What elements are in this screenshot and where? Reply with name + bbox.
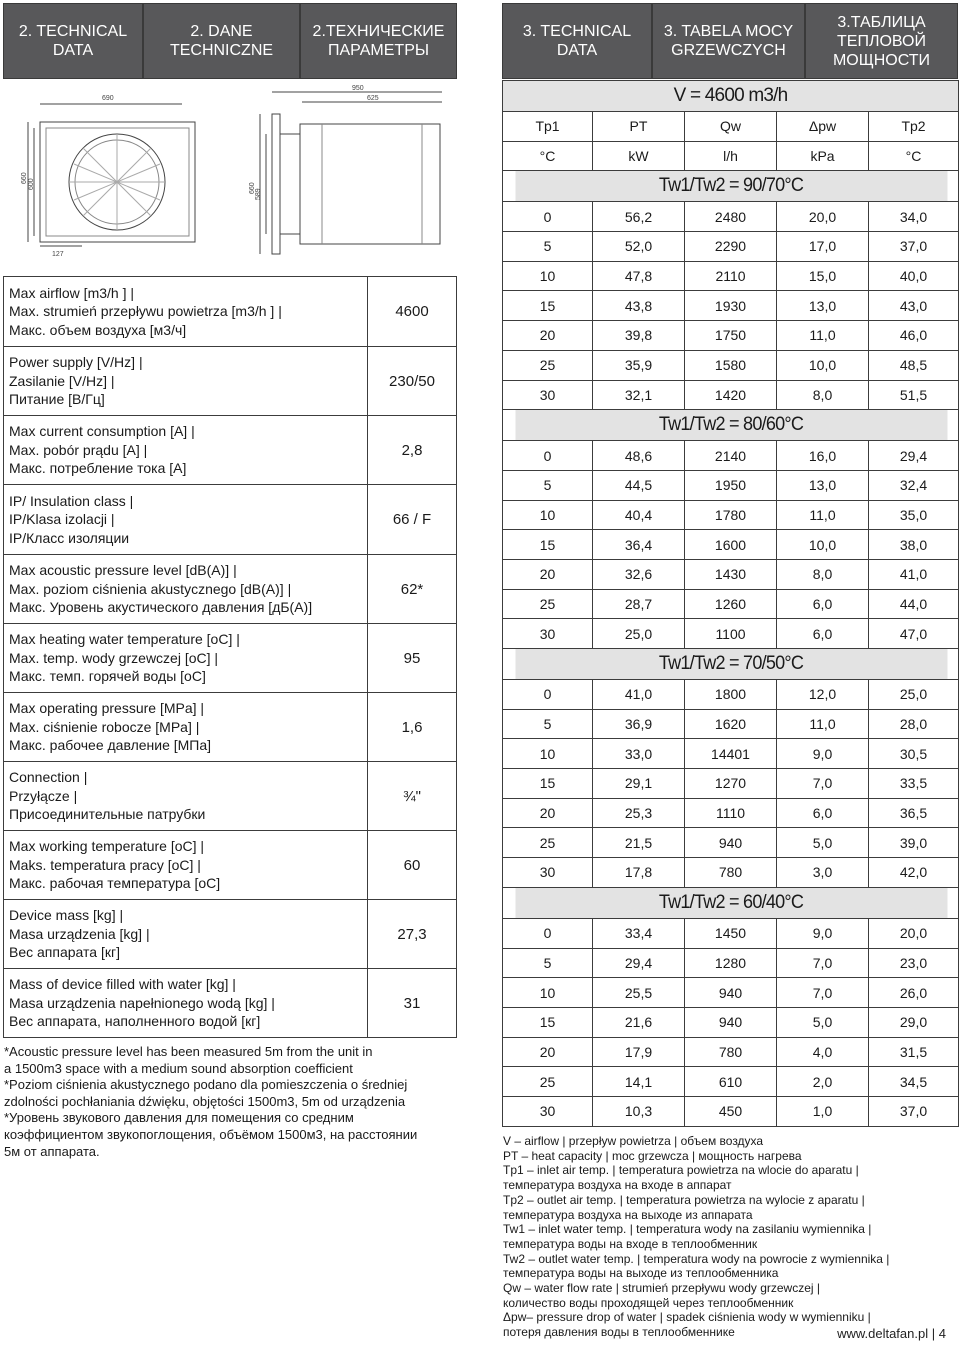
table-cell: 450	[685, 1096, 777, 1126]
table-cell: 5,0	[777, 828, 869, 858]
table-cell: 37,0	[869, 1096, 959, 1126]
table-cell: 44,0	[869, 589, 959, 619]
spec-row	[4, 277, 457, 347]
spec-row	[4, 624, 457, 693]
table-cell: 36,5	[869, 798, 959, 828]
technical-drawing	[22, 84, 452, 260]
table-cell: 10	[503, 978, 593, 1008]
table-cell: 25	[503, 589, 593, 619]
table-cell: 26,0	[869, 978, 959, 1008]
table-cell: 14401	[685, 739, 777, 769]
table-cell: 780	[685, 858, 777, 888]
table-cell: 15	[503, 769, 593, 799]
table-cell: 5,0	[777, 1007, 869, 1037]
table-cell: 10,0	[777, 530, 869, 560]
table-cell: 9,0	[777, 918, 869, 948]
table-cell: 40,0	[869, 261, 959, 291]
table-row	[503, 948, 959, 978]
spec-label: Max working temperature [oC] | Maks. temperatura pracy [oC] | Макс. рабочая температура [oC]	[4, 831, 368, 900]
table-cell: 780	[685, 1037, 777, 1067]
col-header-dpw: Δpw	[777, 112, 869, 142]
table-row	[503, 261, 959, 291]
table-row	[503, 500, 959, 530]
spec-label: Mass of device filled with water [kg] | Masa urządzenia napełnionego wodą [kg] | Вес аппарата, наполненного водой [кг]	[4, 969, 368, 1038]
dim-600: 600	[28, 178, 35, 190]
table-cell: 52,0	[593, 232, 685, 262]
table-cell: 5	[503, 470, 593, 500]
table-cell: 39,8	[593, 321, 685, 351]
table-row	[503, 470, 959, 500]
table-cell: 12,0	[777, 680, 869, 710]
table-cell: 34,5	[869, 1067, 959, 1097]
table-cell: 33,0	[593, 739, 685, 769]
table-cell: 30,5	[869, 739, 959, 769]
table-cell: 10	[503, 261, 593, 291]
header-heat-table-pl: 3. TABELA MOCY GRZEWCZYCH	[652, 3, 805, 79]
table-cell: 35,9	[593, 350, 685, 380]
table-cell: 10,3	[593, 1096, 685, 1126]
table-row	[503, 1096, 959, 1126]
footer-separator: |	[931, 1326, 936, 1341]
table-cell: 4,0	[777, 1037, 869, 1067]
spec-value: ¾"	[368, 762, 457, 831]
table-cell: 30	[503, 858, 593, 888]
table-cell: 17,0	[777, 232, 869, 262]
dim-625: 625	[367, 95, 379, 102]
table-cell: 36,9	[593, 709, 685, 739]
table-cell: 33,5	[869, 769, 959, 799]
table-cell: 11,0	[777, 500, 869, 530]
spec-value: 66 / F	[368, 485, 457, 555]
table-cell: 2290	[685, 232, 777, 262]
table-cell: 17,8	[593, 858, 685, 888]
table-cell: 25,0	[593, 619, 685, 649]
spec-label: Max acoustic pressure level [dB(A)] | Max. poziom ciśnienia akustycznego [dB(A)] | Макс. Уровень акустического давления [дБ(А)]	[4, 555, 368, 624]
table-cell: 21,5	[593, 828, 685, 858]
table-cell: 1280	[685, 948, 777, 978]
spec-row	[4, 900, 457, 969]
table-cell: 6,0	[777, 619, 869, 649]
airflow-row	[503, 81, 959, 112]
spec-row	[4, 347, 457, 416]
table-cell: 5	[503, 232, 593, 262]
table-row	[503, 441, 959, 471]
table-row	[503, 380, 959, 410]
table-cell: 41,0	[869, 559, 959, 589]
spec-row	[4, 969, 457, 1038]
table-cell: 6,0	[777, 798, 869, 828]
table-cell: 56,2	[593, 202, 685, 232]
table-row	[503, 232, 959, 262]
units-row	[503, 141, 959, 171]
spec-row	[4, 762, 457, 831]
table-cell: 47,8	[593, 261, 685, 291]
table-row	[503, 202, 959, 232]
section-title: Tw1/Tw2 = 90/70°C	[514, 171, 947, 202]
table-cell: 20	[503, 321, 593, 351]
section-header-row	[503, 171, 959, 202]
table-cell: 29,0	[869, 1007, 959, 1037]
table-cell: 940	[685, 828, 777, 858]
table-cell: 20	[503, 798, 593, 828]
spec-label: Connection | Przyłącze | Присоединительные патрубки	[4, 762, 368, 831]
spec-value: 95	[368, 624, 457, 693]
table-cell: 21,6	[593, 1007, 685, 1037]
spec-row	[4, 555, 457, 624]
page-footer	[837, 1326, 946, 1341]
table-cell: 32,4	[869, 470, 959, 500]
table-cell: 1110	[685, 798, 777, 828]
table-cell: 15	[503, 291, 593, 321]
table-row	[503, 1007, 959, 1037]
spec-value: 2,8	[368, 416, 457, 485]
page-number: 4	[938, 1326, 946, 1341]
table-cell: 1420	[685, 380, 777, 410]
table-cell: 25,0	[869, 680, 959, 710]
table-row	[503, 559, 959, 589]
spec-label: Device mass [kg] | Masa urządzenia [kg] | Вес аппарата [кг]	[4, 900, 368, 969]
dim-950: 950	[352, 85, 364, 92]
section-header-row	[503, 410, 959, 441]
header-technical-data-en: 2. TECHNICAL DATA	[3, 3, 143, 79]
table-cell: 1620	[685, 709, 777, 739]
table-cell: 940	[685, 978, 777, 1008]
spec-value: 4600	[368, 277, 457, 347]
spec-label: Max current consumption [A] | Max. pobór prądu [A] | Макс. потребление тока [А]	[4, 416, 368, 485]
table-cell: 30	[503, 380, 593, 410]
dim-660-right: 660	[249, 182, 256, 194]
table-cell: 10	[503, 739, 593, 769]
unit-pt: kW	[593, 141, 685, 171]
table-cell: 43,0	[869, 291, 959, 321]
table-cell: 10,0	[777, 350, 869, 380]
table-cell: 0	[503, 680, 593, 710]
table-cell: 1430	[685, 559, 777, 589]
spec-row	[4, 831, 457, 900]
table-cell: 16,0	[777, 441, 869, 471]
table-cell: 29,1	[593, 769, 685, 799]
table-cell: 20,0	[777, 202, 869, 232]
table-cell: 13,0	[777, 470, 869, 500]
table-cell: 2140	[685, 441, 777, 471]
col-header-pt: PT	[593, 112, 685, 142]
spec-value: 60	[368, 831, 457, 900]
spec-label: Power supply [V/Hz] | Zasilanie [V/Hz] | Питание [В/Гц]	[4, 347, 368, 416]
spec-value: 62*	[368, 555, 457, 624]
table-row	[503, 589, 959, 619]
table-cell: 47,0	[869, 619, 959, 649]
table-cell: 1950	[685, 470, 777, 500]
table-cell: 25	[503, 1067, 593, 1097]
unit-qw: l/h	[685, 141, 777, 171]
table-cell: 20	[503, 1037, 593, 1067]
table-cell: 25,3	[593, 798, 685, 828]
table-cell: 2,0	[777, 1067, 869, 1097]
unit-tp1: °C	[503, 141, 593, 171]
table-cell: 940	[685, 1007, 777, 1037]
table-cell: 44,5	[593, 470, 685, 500]
table-cell: 1,0	[777, 1096, 869, 1126]
table-row	[503, 680, 959, 710]
table-cell: 5	[503, 948, 593, 978]
table-cell: 2110	[685, 261, 777, 291]
table-row	[503, 918, 959, 948]
table-row	[503, 530, 959, 560]
table-cell: 7,0	[777, 769, 869, 799]
section-header-row	[503, 649, 959, 680]
spec-label: IP/ Insulation class | IP/Klasa izolacji | IP/Класс изоляции	[4, 485, 368, 555]
table-cell: 1600	[685, 530, 777, 560]
spec-row	[4, 693, 457, 762]
table-cell: 6,0	[777, 589, 869, 619]
table-cell: 9,0	[777, 739, 869, 769]
table-cell: 15	[503, 1007, 593, 1037]
table-cell: 25	[503, 828, 593, 858]
dim-690: 690	[102, 95, 114, 102]
table-cell: 36,4	[593, 530, 685, 560]
table-cell: 25	[503, 350, 593, 380]
table-cell: 23,0	[869, 948, 959, 978]
dim-589: 589	[255, 188, 262, 200]
unit-dpw: kPa	[777, 141, 869, 171]
table-cell: 2480	[685, 202, 777, 232]
table-cell: 11,0	[777, 321, 869, 351]
col-header-tp1: Tp1	[503, 112, 593, 142]
table-cell: 28,7	[593, 589, 685, 619]
header-heat-table-ru: 3.ТАБЛИЦА ТЕПЛОВОЙ МОЩНОСТИ	[805, 3, 958, 79]
technical-specs-table	[3, 276, 457, 1038]
table-row	[503, 291, 959, 321]
table-cell: 8,0	[777, 559, 869, 589]
spec-label: Max operating pressure [MPa] | Max. ciśnienie robocze [MPa] | Макс. рабочее давление [МПа]	[4, 693, 368, 762]
table-cell: 8,0	[777, 380, 869, 410]
airflow-label: V = 4600 m3/h	[503, 81, 959, 112]
table-cell: 20	[503, 559, 593, 589]
table-cell: 1260	[685, 589, 777, 619]
spec-row	[4, 416, 457, 485]
table-cell: 31,5	[869, 1037, 959, 1067]
spec-row	[4, 485, 457, 555]
table-cell: 10	[503, 500, 593, 530]
table-row	[503, 1037, 959, 1067]
table-cell: 41,0	[593, 680, 685, 710]
table-row	[503, 350, 959, 380]
table-cell: 1100	[685, 619, 777, 649]
table-cell: 25,5	[593, 978, 685, 1008]
spec-value: 31	[368, 969, 457, 1038]
table-row	[503, 1067, 959, 1097]
section-title: Tw1/Tw2 = 80/60°C	[514, 410, 947, 441]
column-header-row	[503, 112, 959, 142]
table-cell: 32,1	[593, 380, 685, 410]
table-cell: 32,6	[593, 559, 685, 589]
table-row	[503, 321, 959, 351]
table-cell: 15	[503, 530, 593, 560]
spec-value: 1,6	[368, 693, 457, 762]
table-cell: 5	[503, 709, 593, 739]
table-cell: 30	[503, 619, 593, 649]
table-cell: 34,0	[869, 202, 959, 232]
section-header-row	[503, 887, 959, 918]
table-cell: 29,4	[593, 948, 685, 978]
table-cell: 13,0	[777, 291, 869, 321]
table-cell: 51,5	[869, 380, 959, 410]
unit-tp2: °C	[869, 141, 959, 171]
table-cell: 17,9	[593, 1037, 685, 1067]
table-cell: 15,0	[777, 261, 869, 291]
table-cell: 30	[503, 1096, 593, 1126]
table-cell: 38,0	[869, 530, 959, 560]
table-cell: 1930	[685, 291, 777, 321]
table-cell: 1750	[685, 321, 777, 351]
table-cell: 0	[503, 918, 593, 948]
spec-value: 27,3	[368, 900, 457, 969]
header-technical-data-pl: 2. DANE TECHNICZNE	[143, 3, 300, 79]
table-cell: 28,0	[869, 709, 959, 739]
table-cell: 11,0	[777, 709, 869, 739]
table-cell: 39,0	[869, 828, 959, 858]
table-cell: 1450	[685, 918, 777, 948]
table-row	[503, 739, 959, 769]
table-cell: 1580	[685, 350, 777, 380]
acoustic-note: *Acoustic pressure level has been measured 5m from the unit in a 1500m3 space with a medium sound absorption coefficient *Poziom ciśnienia akustycznego podano dla pomieszczenia o średniej zdolności pochłaniania dźwięku, objętości 1500m3, 5m od urządzenia *Уровень звукового давления для помещения со средним коэффициентом звукопоглощения, объёмом 1500м3, на расстоянии 5м от аппарата.	[4, 1044, 418, 1159]
table-cell: 7,0	[777, 978, 869, 1008]
table-cell: 48,5	[869, 350, 959, 380]
dim-127: 127	[52, 251, 64, 258]
dim-660-left: 660	[21, 172, 28, 184]
table-cell: 46,0	[869, 321, 959, 351]
table-row	[503, 828, 959, 858]
header-technical-data-ru: 2.ТЕХНИЧЕСКИЕ ПАРАМЕТРЫ	[300, 3, 457, 79]
table-row	[503, 798, 959, 828]
table-cell: 33,4	[593, 918, 685, 948]
heating-capacity-table	[502, 80, 959, 1127]
table-cell: 1270	[685, 769, 777, 799]
table-cell: 1800	[685, 680, 777, 710]
table-cell: 29,4	[869, 441, 959, 471]
table-cell: 37,0	[869, 232, 959, 262]
spec-label: Max airflow [m3/h ] | Max. strumień przepływu powietrza [m3/h ] | Макс. объем воздуха [м3/ч]	[4, 277, 368, 347]
col-header-qw: Qw	[685, 112, 777, 142]
abbreviation-legend: V – airflow | przepływ powietrza | объем воздуха PT – heat capacity | moc grzewcza | мощность нагрева Tp1 – inlet air temp. | temperatura powietrza na wlocie do aparatu | температура воздуха на входе в аппарат Tp2 – outlet air temp. | temperatura powietrza na wylocie z aparatu | температура воздуха на выходе из аппарата Tw1 – inlet water temp. | temperatura wody na zasilaniu wymiennika | температура воды на входе в теплообменник Tw2 – outlet water temp. | temperatura wody na powrocie z wymiennika | температура воды на выходе из теплообменника Qw – water flow rate | strumień przepływu wody grzewczej | количество воды проходящей через теплообменник Δpw– pressure drop of water | spadek ciśnienia wody w wymienniku | потеря давления воды в теплообменнике	[503, 1134, 890, 1340]
table-cell: 48,6	[593, 441, 685, 471]
section-title: Tw1/Tw2 = 60/40°C	[514, 887, 947, 918]
table-row	[503, 769, 959, 799]
table-cell: 3,0	[777, 858, 869, 888]
table-cell: 0	[503, 441, 593, 471]
table-row	[503, 619, 959, 649]
col-header-tp2: Tp2	[869, 112, 959, 142]
website-link[interactable]: www.deltafan.pl	[837, 1326, 929, 1341]
table-cell: 42,0	[869, 858, 959, 888]
header-heat-table-en: 3. TECHNICAL DATA	[502, 3, 652, 79]
table-cell: 7,0	[777, 948, 869, 978]
table-cell: 14,1	[593, 1067, 685, 1097]
table-cell: 43,8	[593, 291, 685, 321]
table-cell: 1780	[685, 500, 777, 530]
spec-label: Max heating water temperature [oC] | Max. temp. wody grzewczej [oC] | Макс. темп. горячей воды [oC]	[4, 624, 368, 693]
table-cell: 35,0	[869, 500, 959, 530]
spec-value: 230/50	[368, 347, 457, 416]
table-row	[503, 858, 959, 888]
table-row	[503, 709, 959, 739]
table-row	[503, 978, 959, 1008]
section-title: Tw1/Tw2 = 70/50°C	[514, 649, 947, 680]
table-cell: 0	[503, 202, 593, 232]
table-cell: 610	[685, 1067, 777, 1097]
table-cell: 40,4	[593, 500, 685, 530]
table-cell: 20,0	[869, 918, 959, 948]
